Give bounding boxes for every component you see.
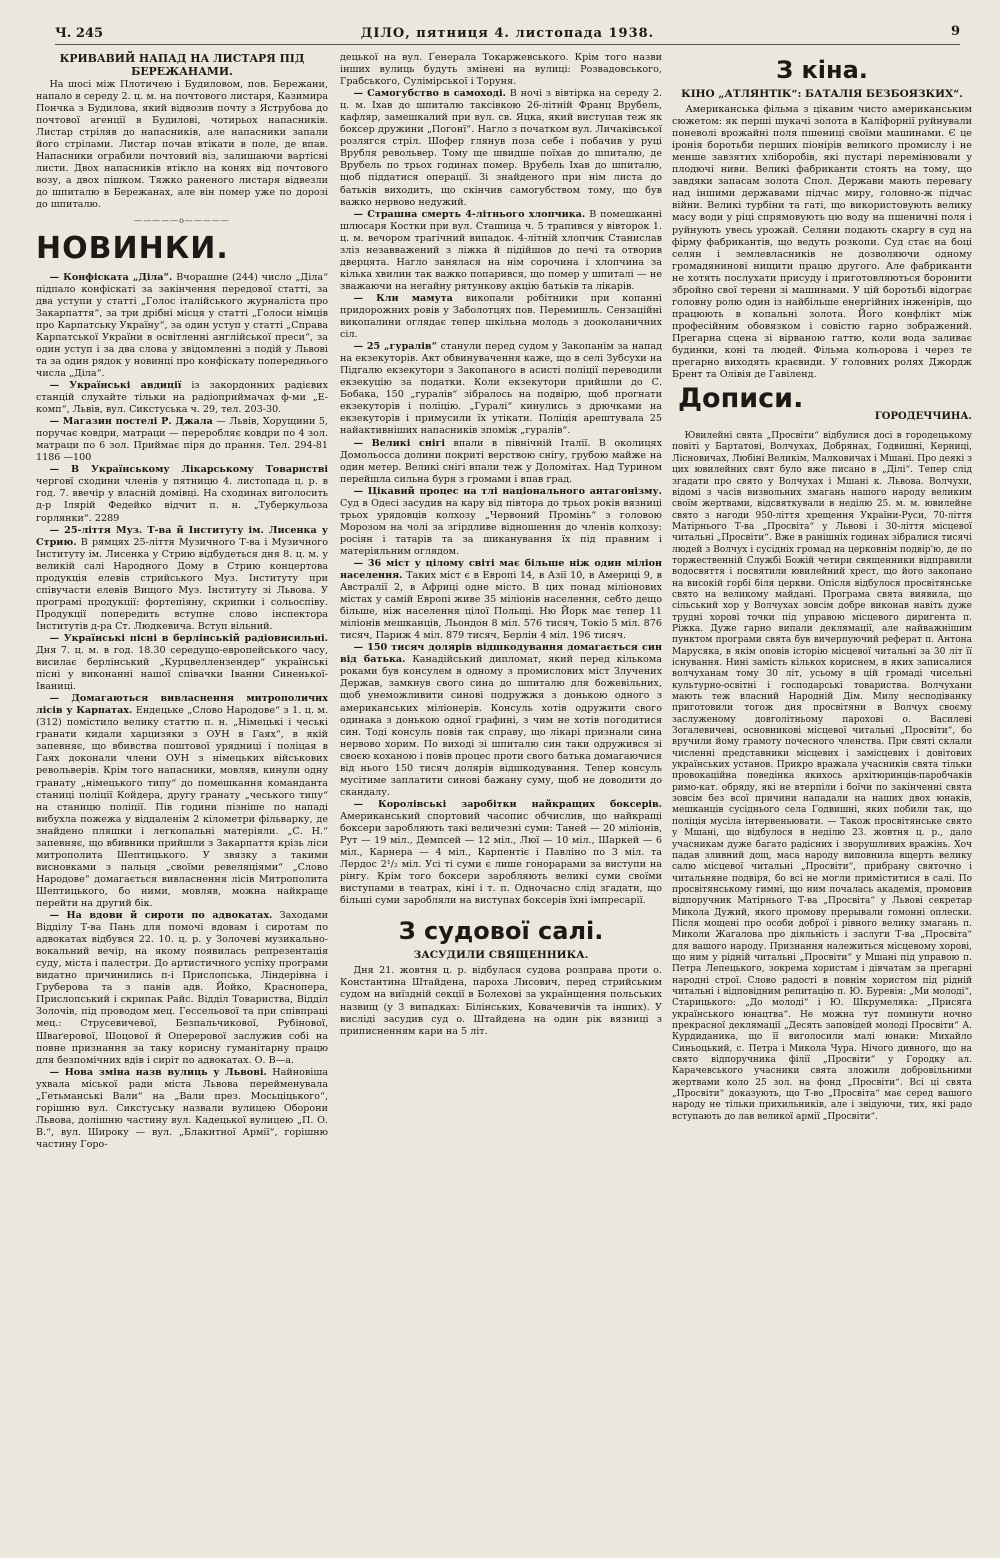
news-item bbox=[340, 209, 662, 293]
news-item bbox=[36, 693, 328, 910]
news-lead: — В Українському Лікарському Товаристві bbox=[49, 464, 328, 476]
news-lead: — 25-ліття Муз. Т-ва й Інституту ім. Лисенка у Стрию. bbox=[36, 524, 328, 548]
news-lead: — Конфіската „Діла“. bbox=[49, 271, 173, 283]
news-body: викопали робітники при копанні придорожних ровів у Заболотцях пов. Перемишль. Сензаційні викопалини оглядає тепер шкільна молодь з дооколаничних сіл. bbox=[340, 292, 662, 341]
news-lead: — Страшна смерть 4-літнього хлопчика. bbox=[353, 208, 586, 220]
news-lead: — 150 тисяч долярів відшкодування домагається син від батька. bbox=[340, 642, 662, 666]
news-lead: — 36 міст у цілому світі має більше ніж один міліон населення. bbox=[340, 557, 662, 582]
news-item bbox=[36, 633, 328, 693]
news-item bbox=[36, 1067, 328, 1151]
news-lead: — Кли мамута bbox=[353, 292, 453, 304]
news-body: Заходами Відділу Т-ва Пань для помочі вдовам і сиротам по адвокатах відбувся 22. 10. ц. р. у Золочеві музикально-вокальний вечір, на якому появилась репрезентація суду, міста і палестри. До артистичного успіху програми видатно причинились п-і Прислопська, Ліндерівна і Груберова та з панів адв. Йойко, Краснопера, Прислопський і скрипак Райс. Відділ Товариства, Відділ Золочів, під проводом мец. Гессельової та при співпраці мец.: Струсевичевої, Безпальчикової, Рубінової, Шваґерової, Шоцової й Оперерової заслужив собі на повне признання за таку корисну гуманітарну працю для безпомічних вдів і сиріт по адвокатах. О. В—а. bbox=[36, 910, 328, 1066]
news-body: черговї сходини членів у пятницю 4. листопада ц. р. в год. 7. ввечір у власній домівці. На сходинах виголосить д-р Ілярій Федейко відчит п. н. „Туберкульоза горлянки“. 2289 bbox=[36, 476, 328, 524]
news-body: В ночі з вівтірка на середу 2. ц. м. Іхав до шпиталю таксівкою 26-літній Франц Врубель, кафляр, замешкалий при вул. св. Яцка, який виступав теж як боксер дружини „Погонї“. Нагло з початком вул. Личаківської розлягся стріл. Шофер глянув поза себе і побачив у руці Врубля револьвер. Тому ще швидше поїхав до шпиталю, де Врубель по трьох годинах помер. Врубель Іхав до шпиталю, щоб піддатися операції. Зі знайденого при нім листа до батьків виходить, що скінчив самогубством тому, що був важко нервово недужий. bbox=[340, 88, 662, 208]
cinema-title: КІНО „АТЛЯНТІК“: БАТАЛІЯ БЕЗБОЯЗКИХ“. bbox=[681, 88, 963, 100]
news-lead: — Магазин постелі Р. Джала bbox=[49, 416, 213, 428]
news-lead: — Домагаються вивласнення митрополичих лісів у Карпатах. bbox=[36, 693, 328, 717]
news-body: із закордонних радієвих станцій слухайте тільки на радіоприймачах ф-ми „Е-комп“, Львів, вул. Сикстуська ч. 29, тел. 203-30. bbox=[36, 379, 328, 416]
dopysy-place: ГОРОДЕЧЧИНА. bbox=[874, 411, 972, 423]
news-lead: — Нова зміна назв вулиць у Львові. bbox=[49, 1066, 267, 1078]
court-heading: З судової салі. bbox=[398, 917, 604, 946]
court-text: Дня 21. жовтня ц. р. відбулася судова розправа проти о. Константина Штайдена, пароха Лисович, перед стрийським судом на виїздній секції в Болехові за українщення польських назвищ (у 3 випадках: Білінських, Ковачевичів та інших). У висліді засудив суд о. Штайдена на один рік вязниці з приписненням кари на 5 літ. bbox=[340, 965, 662, 1037]
news-body: Найновіша ухвала міської ради міста Львова перейменувала „Гетьманські Вали“ на „Вали през. Мосьціцького“, горішню вул. Сикстуську назвали вулицею Оборони Львова, долішню частину вул. Кадецької вулицею „П. О. В.“, вул. Широку — вул. „Блакитної Армії“, горішню частину Горо- bbox=[36, 1066, 328, 1150]
news-item bbox=[36, 464, 328, 524]
issue-number: Ч. 245 bbox=[55, 26, 104, 41]
news-body: Ендецьке „Слово Народове“ з 1. ц. м. (312) помістило велику статтю п. н. „Німецькі і чеські гранати кидали харцизяки з ОУН в Гаях“, в якій запевняє, що вбивства поштової урядниці і поліцая в Гаях доконали члени ОУН з німецьких військових револьверів. Крім того напасники, мовляв, кинули одну гранату „німецького типу“ до помешкання команданта станиці поліції Койдера, другу гранату „чеського типу“ на станицю поліції. Пів години пізніше по нападі вибухла пожежа у віддаленім 2 кілометри фільварку, де знайдено пляшки і легкопальні матеріяли. „С. Н.“ запевняє, що вбивники прийшли з Закарпаття крізь ліси митрополита Шептицького. У звязку з такими висновками з пальця „своїми ревеляціями“ „Слово Народове“ домагається вивласнення лісів Митрополита Шептицького, бо ними, мовляв, можна найкраще перейти на другий бік. bbox=[36, 705, 328, 909]
news-item bbox=[340, 558, 662, 642]
news-item bbox=[340, 438, 662, 486]
news-body: Вчорашне (244) число „Діла“ підпало конфіскаті за закінчення передової статті, за два уступи у статті „Голос італійського журналіста про Закарпаття“, за три дрібні місця у статті „Голоси німців про Карпатську Україну“, за один уступ у статті „Справа Карпатської України в освітленні англійської преси“, за один уступ і за два слова у звідомленні з подій у Львові та за один рядок у новинці про конфіскату попереднього числа „Діла“. bbox=[36, 271, 328, 379]
news-item bbox=[36, 416, 328, 464]
newspaper-title-date: ДІЛО, пятниця 4. листопада 1938. bbox=[360, 26, 655, 41]
robbery-text: На шосі між Плотичею і Будиловом, пов. Бережани, напало в середу 2. ц. м. на почтового листаря, Казимира Пончка з Будилова, який відвозив почту з Яструбова до почтової агенції в Будилові, чотирьох напасників. Листар стріляв до напасників, але напасники запали його стрілами. Листар почав втікати в поле, де впав. Напасники ограбили почтовий віз, залишаючи вартісні листи. Двох напасників втікло на конях від почтового возу, а двох пішком. Тяжко раненого листаря відвезли до шпиталю в Бережанах, але він помер уже по дорозі до шпиталю. bbox=[36, 79, 328, 211]
news-item bbox=[340, 642, 662, 799]
news-item bbox=[340, 341, 662, 437]
news-item bbox=[36, 380, 328, 416]
continued-text: децької на вул. Ґенерала Токаржевського. Крім того назви інших вулиць будуть змінені на вулиці: Розвадовського, Грабського, Сулімірської і Торуня. bbox=[340, 52, 662, 88]
dopysy-text: Ювилейні свята „Просвіти“ відбулися досі в городецькому повіті у Бартатові, Волчухах, Добрянах, Годвишні, Керниці, Лісновичах, Любіні Великім, Малковичах і Мшані. Про деякі з цих ювилейних свят було вже писано в „Ділі“. Тепер слід згадати про свято у Волчухах і Мшані к. Львова. Волчухи, відомі з часів визвольних змагань нашого народу великим своїм жертвами, відсвяткували в неділю 25. м. м. ювилейне свято з нагоди 950-ліття хрещення України-Руси, 70-ліття Матірнього Т-ва „Просвіта“ у Львові і 30-ліття місцевої читальні „Просвіти“. Вже в ранішніх годинах зібралися тисячі людей з Волчух і сусідніх громад на церковнім подвір'ю, де по торжественній Службі Божій четири священники відправили водосвяття і посвятили ювилейний хрест, що його закопано на високій горбі біля церкви. Опісля відбулося просвітянське свято на великому майдані. Програма свята виявила, що сільський хор у Волчухах зовсім добре виконав навіть дуже трудні хорові точки під управою місцевого диригента п. Ріжка. Дуже гарно випали деклямації, але найважнішим пунктом програми свята був вичерпуючий реферат п. Антона Марусяка, в якім оповів історію місцевої читальні за 30 літ її існування. Нині замість кількох кориснем, в яких записалися волчуханам тому 30 літ, усьому в цій громаді чисельні культурно-освітні і господарські товариства. Волчухани мають теж власний Народній Дім. Милу несподіванку приготовили тогож дня просвітяни в Волчух своєму заслуженому довголітньому парохові о. Василеві Зогалевичеві, основникові місцевої читальні „Просвіти“, бо вручили йому грамоту почесного членства. При святі склали численні представники місцевих і замісцевих і довітових українських установ. Прикро вражала учасників свята тільки провокаційна поведінка якихось архітюринців-паробчаків римо-кат. обряду, які не втерпіли і боїчи по закінченні свята зовсім без всої причини нападали на наших двох юнаків, мешканців сусіднього села Годвишні, яких побили так, що поліція мусіла інтервеньювати. — Також просвітянське свято у Мшані, що відбулося в неділю 23. жовтня ц. р., дало учасникам дуже багато радісних і зворушливих вражінь. Хоч падав зливний дощ, маса народу виповнила вщерть велику салю місцевої читальні „Просвіти“, прибрану святочно і читальняне подвіря, бо всі не могли приміститися в салі. По просвітянському гимні, що ним почалась академія, промовив відпоручник Матірнього Т-ва „Просвіта“ у Львові секретар Микола Дужий, якого промову прерывали гомонні оплески. Після мощені про особи доброї і рівного велику змагань п. Миколи Жагалова про діяльність і заслуги Т-ва „Просвіта“ для вашого народу. Признання належиться місцевому хорові, що ним у рідній читальні „Просвіти“ у Мшані під управою п. Петра Лепецького, зокрема хористам і дівчатам за прегарні народні строї. Слово радості в повнім хористом під рідній читальні і відповідним репитацію п. Ю. Буревія: „Ми молоді“, Старицького: „До молоді“ і Ю. Шкрумеляка: „Присяга українського юнацтва“. Не можна тут поминути ночно прекрасної деклямації „Десять заповідей молоді Просвіти“ А. Курдиданика, що її виголосили малі юнаки: Михайло Синьоцький, с. Петра і Микола Чура. Нічого дивного, що на свято відпоручника філії „Просвіти“ у Городку ал. Карачевського учасники свята зложили добровільними жертвами коло 25 зол. на фонд „Просвіти“. Всі ці свята „Просвіти“ доказують, що Т-во „Просвіта“ має серед вашого народу не тільки прихильників, але і звідуючи, тих, які радо вступають до лав великої армії „Просвіти“. bbox=[672, 431, 972, 1122]
news-item bbox=[36, 525, 328, 633]
news-body: Канадійський дипломат, який перед кількома роками був консулем в одному з промислових міст Злучених Держав, замкнув свого сина до шпиталю для божевільних, щоб унеможливити синові подружжя з донькою одного з американських міліонерів. Консуль хотів одружити свого одинака з донькою одної графині, з чим не хотів погодитися син. Тоді консуль повів так справу, що лікарі признали сина нервово хорим. По виході зі шпиталю син таки одружився зі своєю коханою і повів процес проти свого батька домагаючися від нього 150 тисяч долярів відшкодування. Тепер консуль мусітиме заплатити синові бажану суму, щоб не доводити до скандалу. bbox=[340, 654, 662, 798]
cinema-review: Американська фільма з цікавим чисто американським сюжетом: як перші шукачі золота в Каліфорнії руйнували поневолі врожайні поля пшениці своїми машинами. Є це іронія боротьби перших піонірів великого промислу і не менше завзятих хліборобів, які пустарі перемінювали у плодючі ниви. Великі фабриканти стоять на тому, що завдяки запасам золота Спол. Держави мають перевагу над іншими державами підчас миру, головно-ж підчас війни. Великі турбіни та гаті, що використовують велику масу води у ріці спрямовують цю воду на пшеничні поля і руйнують увесь урожай. Селяни подають скаргу в суд на фірму фабрикантів, що ведуть розкопи. Суд стає на боці селян і землевласників не дозволяючи одному громадянинові нищити працю другого. Але фабриканти не хотять послухати присуду і приготовляються боронити збройно свої терени зі машинами. У цій боротьбі відограє головну ролю один із найбільше енергійних інженірів, що працюють в копальні золота. Його конфлікт між професійним обовязком і совістю гарно зображений. Прегарна сцена зі вірваною гаттю, коли вода заливає будинки, коні та людей. Фільма кольорова і через те прегарно виходять краєвиди. У головних ролях Джордж Брент та Олівія де Гавіленд. bbox=[672, 104, 972, 381]
news-body: станули перед судом у Закопанім за напад на екзекуторів. Акт обвинувачення каже, що в селі Зубсухи на Підгалю екзекутори з Закопаного в асисті поліції переводили екзекуцію за податки. Коли екзекутори прийшли до С. Бобака, 150 „гуралів“ зібралось на подвірю, щоб прогнати екзекуторів і поліцію. „Гуралі“ кинулись з дрючками на екзекуторів і примусили їх утікати. Поліція арештувала 25 найактивніших напасників зпоміж „гуралів“. bbox=[340, 341, 662, 437]
robbery-title: КРИВАВИЙ НАПАД НА ЛИСТАРЯ ПІД БЕРЕЖАНАМИ. bbox=[59, 52, 305, 78]
news-item bbox=[36, 272, 328, 380]
separator: —————o————— bbox=[134, 215, 230, 225]
news-body: Американський спортовий часопис обчислив, що найкращі боксери заробляють такі величезні суми: Таней — 20 міліонів, Рут — 19 міл., Демпсей — 12 міл., Люї — 10 міл., Шаркей — 6 міл., Карнера — 4 міл., Карпентіє і Павліно по 3 міл. та Лердос 2¹/₂ міл. Усі ті суми є лише гонорарами за виступи на рінгу. Крім того боксери заробляють великі суми своїми виступами в театрах, кіні і т. п. Одночасно слід згадати, що більші суми заробляли на виступах боксерів їхні імпресарії. bbox=[340, 810, 662, 907]
page-number: 9 bbox=[950, 24, 960, 39]
page-header bbox=[55, 24, 960, 45]
news-body: Таких міст є в Европі 14, в Азії 10, в Америці 9, в Австралії 2, в Африці одне місто. В цих понад міліонових містах у самій Европі живе 35 міліонів населення, себто дещо більше, ніж населення цілої Польщі. Ню Йорк має тепер 11 міліонів мешканців, Льондон 8 міл. 576 тисяч, Токіо 5 міл. 876 тисяч, Париж 4 міл. 879 тисяч, Берлін 4 міл. 196 тисяч. bbox=[340, 570, 662, 642]
news-heading: НОВИНКИ. bbox=[36, 230, 229, 266]
news-item bbox=[340, 293, 662, 341]
news-lead: — Великі снігі bbox=[353, 437, 446, 449]
dopysy-header bbox=[672, 383, 972, 427]
news-item bbox=[340, 88, 662, 208]
news-body: Суд в Одесі засудив на кару від півтора до трьох років вязниці трьох урядовців колхозу „Червоний Промінь“ з головою Морозом на чолі за згірдливе відношення до членів колхозу: росіян і татарів та за шиканування їх під правним і матеріяльним оглядом. bbox=[340, 497, 662, 557]
court-title: ЗАСУДИЛИ СВЯЩЕННИКА. bbox=[413, 949, 589, 962]
news-body: впали в північній Італії. В околицях Домольосса долини покриті верствою снігу, грубою майже на один метер. Великі снігі впали теж у Доломітах. Над Турином перейшла сильна буря з громами і впав град. bbox=[340, 437, 662, 485]
news-body: В рямцях 25-ліття Музичного Т-ва і Музичного Інституту ім. Лисенка у Стрию відбудеться дня 8. ц. м. у великій салі Народного Дому в Стрию концертова продукція елевів стрийського Муз. Інституту при співучасти елевів Вищого Муз. Інституту зі Львова. У програмі продукції: фортепіяну, скрипки і сольоспіву. Продукції попередить вступне слово інспектора Інститутів д-ра Ст. Людкевича. Вступ вільний. bbox=[36, 536, 328, 632]
news-item bbox=[340, 799, 662, 907]
news-lead: — Українські авдиції bbox=[49, 379, 182, 391]
news-body: — Львів, Хорущини 5, поручає ковдри, матраци — переробляє ковдри по 4 зол. матраци по 6 зол. Приймає піря до прання. Тел. 294-81 1186 —100 bbox=[36, 416, 328, 464]
news-body: В помешканні шлюсаря Костки при вул. Сташица ч. 5 трапився у вівторок 1. ц. м. вечором трагічний випадок. 4-літній хлопчик Станислав зліз незавважений з ліжка й підійшов до печі та отворив дверцята. Нагло занялася на нім сорочина і хлопчина за кілька хвилин так важко попарився, що помер у шпиталі — не зважаючи на негайну рятункову акцію батьків та лікарів. bbox=[340, 208, 662, 292]
news-item bbox=[36, 910, 328, 1067]
news-lead: — Самогубство в самоході. bbox=[353, 88, 506, 100]
dopysy-heading: Дописи. bbox=[678, 383, 804, 415]
column-2 bbox=[340, 52, 662, 1038]
news-lead: — Королівські заробітки найкращих боксерів. bbox=[353, 798, 662, 810]
column-1 bbox=[36, 52, 328, 1151]
news-lead: — Цікавий процес на тлі національного антагонізму. bbox=[353, 485, 662, 497]
cinema-heading: З кіна. bbox=[776, 56, 868, 84]
news-lead: — На вдови й сироти по адвокатах. bbox=[49, 910, 273, 922]
news-item bbox=[340, 486, 662, 558]
news-lead: — 25 „гуралів“ bbox=[353, 341, 438, 353]
column-3 bbox=[672, 52, 972, 1123]
news-body: Дня 7. ц. м. в год. 18.30 середущо-европейського часу, висилає берлінський „Курцвеллензендер“ українські пісні у виконанні нашої співачки Іванни Синенької-Іваниці. bbox=[36, 645, 328, 693]
news-lead: — Українські пісні в берлінській радіовисильні. bbox=[49, 632, 328, 644]
